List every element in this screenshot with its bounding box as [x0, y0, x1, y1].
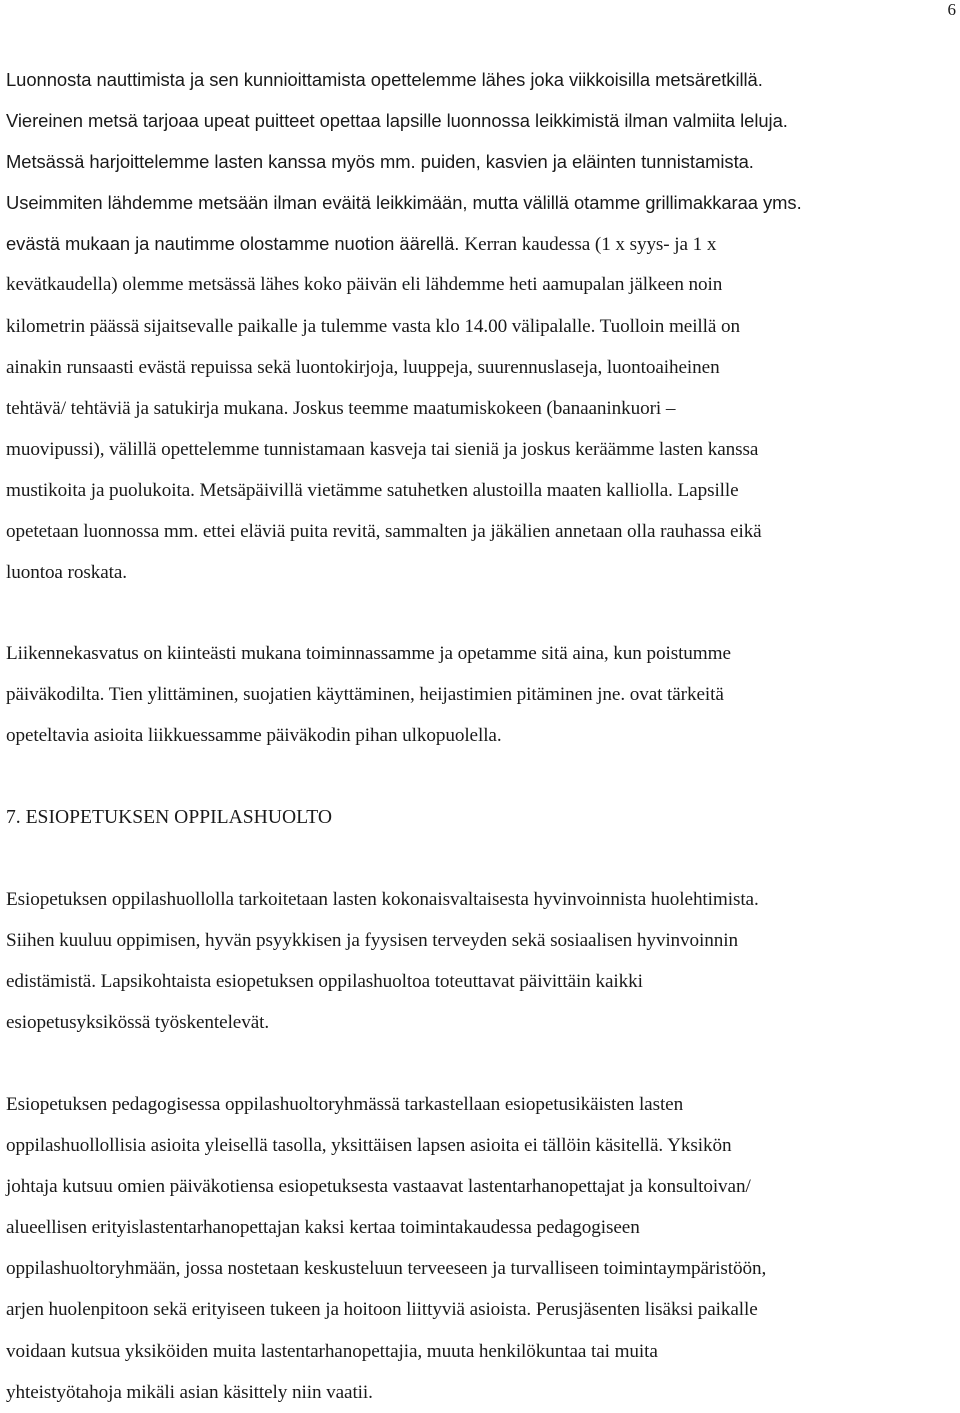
text-line: Siihen kuuluu oppimisen, hyvän psyykkisen ja fyysisen terveyden sekä sosiaalisen hyvinvoinnin: [6, 929, 738, 951]
page-number: 6: [947, 0, 956, 19]
document-body: [6, 59, 958, 1413]
text-segment-sans: evästä mukaan ja nautimme olostamme nuotion äärellä.: [6, 233, 465, 255]
text-line: yhteistyötahoja mikäli asian käsittely niin vaatii.: [6, 1381, 373, 1403]
paragraph-pupil-welfare: [6, 879, 958, 1043]
text-line: kevätkaudella) olemme metsässä lähes koko päivän eli lähdemme heti aamupalan jälkeen noin: [6, 274, 723, 296]
text-line: mustikoita ja puolukoita. Metsäpäivillä vietämme satuhetken alustoilla maaten kalliolla. Lapsille: [6, 479, 739, 501]
text-line: luontoa roskata.: [6, 562, 127, 584]
text-line: opeteltavia asioita liikkuessamme päiväkodin pihan ulkopuolella.: [6, 725, 502, 747]
text-line: muovipussi), välillä opettelemme tunnistamaan kasveja tai sieniä ja joskus keräämme lasten kanssa: [6, 438, 759, 460]
text-line: alueellisen erityislastentarhanopettajan kaksi kertaa toimintakaudessa pedagogiseen: [6, 1217, 640, 1239]
paragraph-pedagogical-group: [6, 1084, 958, 1413]
paragraph-traffic-education: [6, 633, 958, 756]
text-line: oppilashuollollisia asioita yleisellä tasolla, yksittäisen lapsen asioita ei tällöin käsitellä. Yksikön: [6, 1135, 732, 1157]
text-line: kilometrin päässä sijaitsevalle paikalle ja tulemme vasta klo 14.00 välipalalle. Tuolloin meillä on: [6, 315, 740, 337]
text-line: Esiopetuksen pedagogisessa oppilashuoltoryhmässä tarkastellaan esiopetusikäisten lasten: [6, 1093, 684, 1115]
text-line: tehtävä/ tehtäviä ja satukirja mukana. Joskus teemme maatumiskokeen (banaaninkuori –: [6, 397, 676, 419]
text-line: voidaan kutsua yksiköiden muita lastentarhanopettajia, muuta henkilökuntaa tai muita: [6, 1340, 658, 1362]
text-line-mixed: [6, 223, 958, 264]
text-line: Luonnosta nauttimista ja sen kunnioittamista opettelemme lähes joka viikkoisilla metsäretkillä.: [6, 69, 763, 90]
text-line: esiopetusyksikössä työskentelevät.: [6, 1011, 270, 1033]
text-line: Esiopetuksen oppilashuollolla tarkoitetaan lasten kokonaisvaltaisesta hyvinvoinnista huolehtimista.: [6, 888, 759, 910]
text-line: Metsässä harjoittelemme lasten kanssa myös mm. puiden, kasvien ja eläinten tunnistamista.: [6, 151, 754, 173]
text-line: edistämistä. Lapsikohtaista esiopetuksen oppilashuoltoa toteuttavat päivittäin kaikki: [6, 970, 643, 992]
text-line: Viereinen metsä tarjoaa upeat puitteet opettaa lapsille luonnossa leikkimistä ilman valmiita leluja.: [6, 110, 788, 132]
text-line: arjen huolenpitoon sekä erityiseen tukeen ja hoitoon liittyviä asioista. Perusjäsenten lisäksi paikalle: [6, 1299, 758, 1321]
text-line: Liikennekasvatus on kiinteästi mukana toiminnassamme ja opetamme sitä aina, kun poistumme: [6, 643, 731, 665]
text-line: päiväkodilta. Tien ylittäminen, suojatien käyttäminen, heijastimien pitäminen jne. ovat tärkeitä: [6, 684, 724, 706]
paragraph-spacer: [6, 757, 958, 797]
section-heading: 7. ESIOPETUKSEN OPPILASHUOLTO: [6, 806, 333, 828]
paragraph-spacer: [6, 593, 958, 633]
text-line: oppilashuoltoryhmään, jossa nostetaan keskusteluun terveeseen ja turvalliseen toimintaympäristöön,: [6, 1258, 767, 1280]
paragraph-spacer: [6, 1043, 958, 1084]
text-line: Useimmiten lähdemme metsään ilman eväitä leikkimään, mutta välillä otamme grillimakkaraa yms.: [6, 192, 802, 214]
text-segment-serif: Kerran kaudessa (1 x syys- ja 1 x: [464, 234, 717, 256]
text-line: ainakin runsaasti evästä repuissa sekä luontokirjoja, luuppeja, suurennuslaseja, luontoaiheinen: [6, 356, 720, 378]
paragraph-spacer: [6, 838, 958, 879]
text-line: opetetaan luonnossa mm. ettei eläviä puita revitä, sammalten ja jäkälien annetaan olla rauhassa eikä: [6, 521, 762, 543]
paragraph-forest-trips: [6, 59, 958, 593]
text-line: johtaja kutsuu omien päiväkotiensa esiopetuksesta vastaavat lastentarhanopettajat ja konsultoivan/: [6, 1176, 751, 1198]
